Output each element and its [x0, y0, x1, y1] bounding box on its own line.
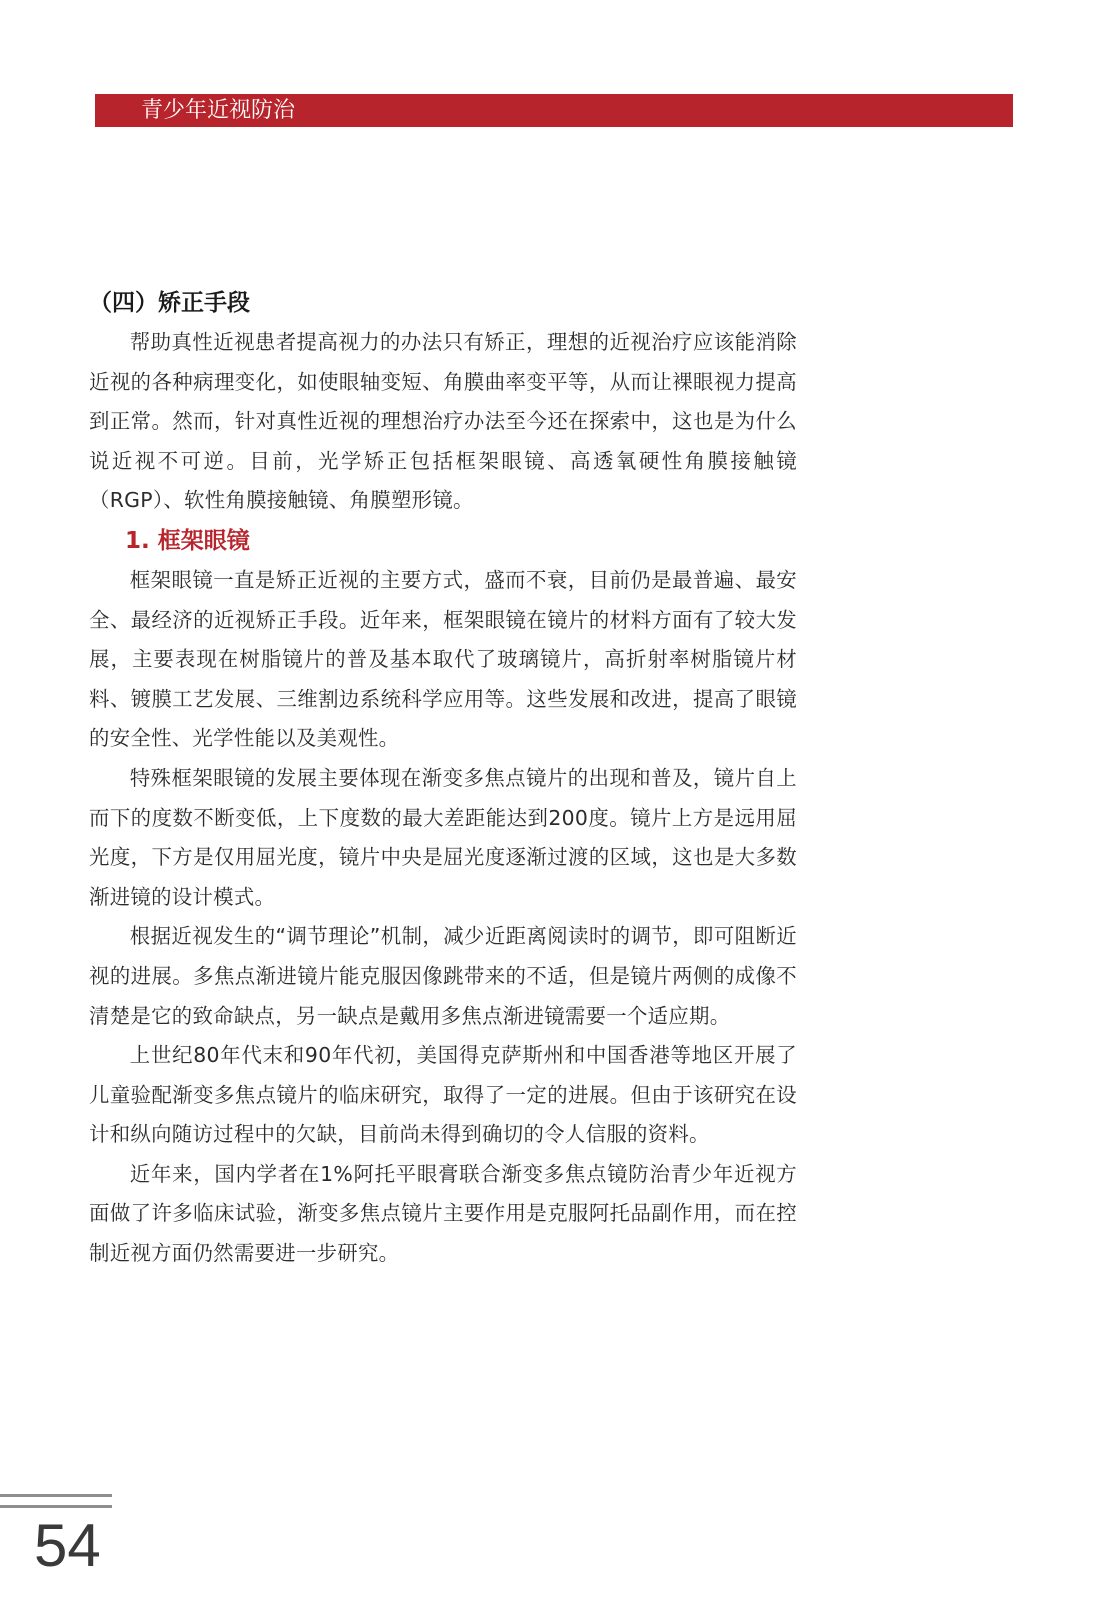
page-content	[89, 283, 797, 1274]
body-paragraph: 上世纪80年代末和90年代初，美国得克萨斯州和中国香港等地区开展了儿童验配渐变多焦点镜片的临床研究，取得了一定的进展。但由于该研究在设计和纵向随访过程中的欠缺，目前尚未得到确切的令人信服的资料。	[89, 1043, 797, 1147]
subsection-heading: 1. 框架眼镜	[125, 527, 250, 554]
section-intro-paragraph: 帮助真性近视患者提高视力的办法只有矫正，理想的近视治疗应该能消除近视的各种病理变化，如使眼轴变短、角膜曲率变平等，从而让裸眼视力提高到正常。然而，针对真性近视的理想治疗办法至今还在探索中，这也是为什么说近视不可逆。目前，光学矫正包括框架眼镜、高透氧硬性角膜接触镜（RGP）、软性角膜接触镜、角膜塑形镜。	[89, 330, 797, 513]
body-paragraph: 近年来，国内学者在1%阿托平眼膏联合渐变多焦点镜防治青少年近视方面做了许多临床试验，渐变多焦点镜片主要作用是克服阿托品副作用，而在控制近视方面仍然需要进一步研究。	[89, 1161, 797, 1266]
page-number: 54	[34, 1512, 101, 1579]
header-bar	[95, 94, 1013, 127]
body-paragraph: 框架眼镜一直是矫正近视的主要方式，盛而不衰，目前仍是最普遍、最安全、最经济的近视矫正手段。近年来，框架眼镜在镜片的材料方面有了较大发展，主要表现在树脂镜片的普及基本取代了玻璃镜片，高折射率树脂镜片材料、镀膜工艺发展、三维割边系统科学应用等。这些发展和改进，提高了眼镜的安全性、光学性能以及美观性。	[89, 567, 797, 751]
section-heading: （四）矫正手段	[89, 290, 250, 316]
footer-rule-bottom	[0, 1505, 112, 1508]
body-paragraph: 特殊框架眼镜的发展主要体现在渐变多焦点镜片的出现和普及，镜片自上而下的度数不断变低，上下度数的最大差距能达到200度。镜片上方是远用屈光度，下方是仅用屈光度，镜片中央是屈光度逐渐过渡的区域，这也是大多数渐进镜的设计模式。	[89, 765, 797, 909]
header-title: 青少年近视防治	[141, 98, 296, 123]
body-paragraph: 根据近视发生的“调节理论”机制，减少近距离阅读时的调节，即可阻断近视的进展。多焦点渐进镜片能克服因像跳带来的不适，但是镜片两侧的成像不清楚是它的致命缺点，另一缺点是戴用多焦点渐进镜需要一个适应期。	[89, 924, 797, 1028]
footer-rule-top	[0, 1494, 112, 1497]
